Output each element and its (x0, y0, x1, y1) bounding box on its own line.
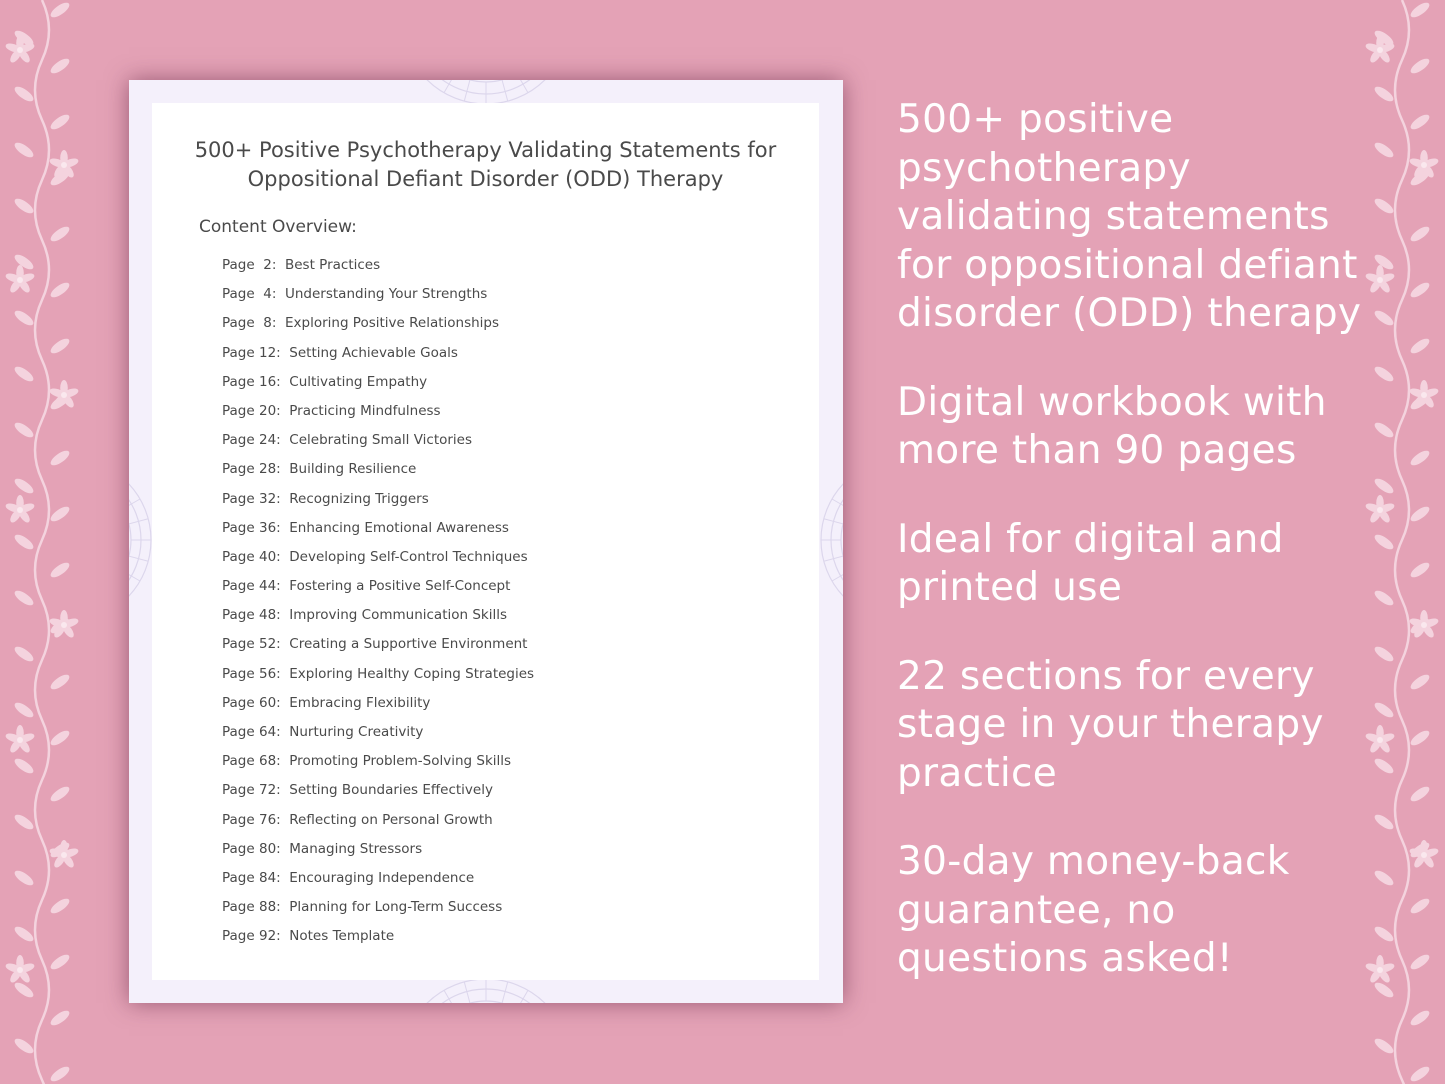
toc-entry: Page 64: Nurturing Creativity (222, 724, 424, 740)
feature-item: Digital workbook with more than 90 pages (897, 379, 1327, 473)
toc-entry: Page 80: Managing Stressors (222, 840, 423, 857)
toc-entry: Page 8: Exploring Positive Relationships (222, 315, 500, 332)
table-of-contents (222, 255, 534, 956)
feature-list (897, 96, 1367, 1024)
mandala-top-icon (381, 80, 591, 104)
toc-entry: Page 28: Building Resilience (222, 461, 417, 478)
toc-entry: Page 36: Enhancing Emotional Awareness (222, 519, 509, 536)
feature-item: 22 sections for every stage in your therapy practice (897, 653, 1324, 796)
toc-entry: Page 52: Creating a Supportive Environment (222, 636, 528, 653)
toc-entry: Page 88: Planning for Long-Term Success (222, 899, 503, 916)
toc-entry: Page 32: Recognizing Triggers (222, 490, 429, 507)
mandala-left-icon (129, 455, 153, 625)
toc-entry: Page 76: Reflecting on Personal Growth (222, 811, 493, 828)
mandala-right-icon (819, 455, 843, 625)
toc-entry: Page 2: Best Practices (222, 257, 381, 273)
toc-entry: Page 44: Fostering a Positive Self-Concept (222, 578, 511, 595)
document-title: 500+ Positive Psychotherapy Validating Statements for Oppositional Defiant Disorder (ODD) Therapy (194, 138, 777, 191)
toc-entry: Page 72: Setting Boundaries Effectively (222, 782, 493, 799)
feature-item: 500+ positive psychotherapy validating statements for oppositional defiant disorder (ODD) therapy (897, 97, 1362, 336)
toc-entry: Page 20: Practicing Mindfulness (222, 402, 441, 419)
toc-entry: Page 24: Celebrating Small Victories (222, 432, 473, 449)
mandala-bottom-icon (381, 979, 591, 1003)
toc-entry: Page 84: Encouraging Independence (222, 869, 475, 886)
document-page (152, 103, 819, 980)
feature-item: 30-day money-back guarantee, no questions asked! (897, 839, 1290, 981)
floral-vine-left-icon (0, 0, 95, 1084)
document-preview (129, 80, 843, 1003)
toc-entry: Page 4: Understanding Your Strengths (222, 286, 488, 303)
toc-entry: Page 68: Promoting Problem-Solving Skills (222, 753, 512, 770)
feature-item: Ideal for digital and printed use (897, 516, 1284, 610)
toc-entry: Page 48: Improving Communication Skills (222, 607, 508, 624)
toc-entry: Page 92: Notes Template (222, 928, 395, 945)
toc-entry: Page 16: Cultivating Empathy (222, 373, 428, 390)
toc-entry: Page 60: Embracing Flexibility (222, 694, 431, 711)
toc-entry: Page 56: Exploring Healthy Coping Strategies (222, 665, 535, 682)
toc-entry: Page 12: Setting Achievable Goals (222, 344, 458, 361)
toc-entry: Page 40: Developing Self-Control Techniques (222, 548, 528, 565)
content-overview-heading: Content Overview: (199, 217, 357, 237)
